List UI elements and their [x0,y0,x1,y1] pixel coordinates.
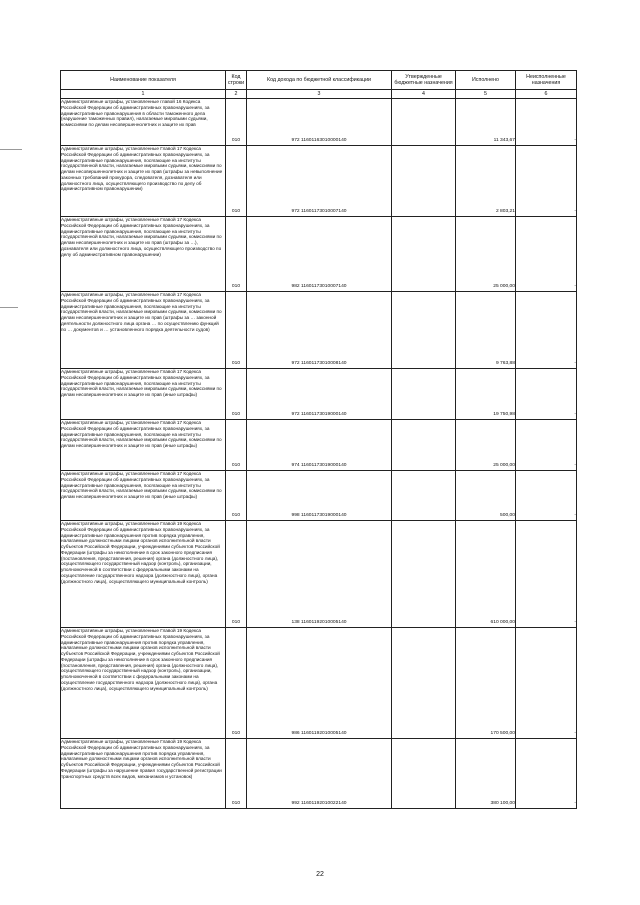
table-row [61,292,577,369]
table-row [61,521,577,628]
table-row [61,99,577,146]
executed-amount: 25 000,00 [456,420,516,471]
row-code: 010 [226,628,247,739]
approved-amount [392,99,456,146]
row-code: 010 [226,420,247,471]
approved-amount [392,217,456,292]
margin-mark [0,307,18,308]
row-code: 010 [226,369,247,420]
approved-amount [392,628,456,739]
table-row [61,420,577,471]
row-code: 010 [226,521,247,628]
unexecuted-amount: - [516,146,577,217]
unexecuted-amount: - [516,739,577,809]
approved-amount [392,471,456,521]
indicator-name: Административные штрафы, установленные Главой 19 Кодекса Российской Федерации об административных правонарушениях, за административные правонарушения против порядка управления, налагаемые должностными лицами органов исполнительной власти субъектов Российской Федерации, учреждениями субъектов Российской Федерации (штрафы за неисполнение в срок законного предписания (постановления, представления, решения) органа (должностного лица), осуществляющего государственный надзор (контроль), организации, уполномоченной в соответствии с федеральными законами на осуществление государственного надзора (должностного лица), органа (должностного лица), осуществляющего муниципальный контроль) [61,521,226,628]
table-row [61,471,577,521]
row-code: 010 [226,739,247,809]
column-number: 3 [247,90,392,99]
budget-code: 138 11601192010005140 [247,521,392,628]
table-row [61,739,577,809]
executed-amount: 610 000,00 [456,521,516,628]
approved-amount [392,739,456,809]
row-code: 010 [226,99,247,146]
page-number: 22 [316,871,324,878]
budget-code: 974 11601173019000140 [247,420,392,471]
row-code: 010 [226,292,247,369]
header-rest: Неисполненные назначения [516,71,577,90]
unexecuted-amount: - [516,628,577,739]
approved-amount [392,369,456,420]
executed-amount: 2 803,21 [456,146,516,217]
budget-code: 992 11601192010022140 [247,739,392,809]
executed-amount: 500,00 [456,471,516,521]
column-number: 4 [392,90,456,99]
unexecuted-amount: - [516,217,577,292]
indicator-name: Административные штрафы, установленные главой 16 Кодекса Российской Федерации об административных правонарушениях, за административные правонарушения в области таможенного дела (нарушение таможенных правил), налагаемые мировыми судьями, комиссиями по делам несовершеннолетних и защите их прав [61,99,226,146]
executed-amount: 25 000,00 [456,217,516,292]
executed-amount: 380 100,00 [456,739,516,809]
column-number: 1 [61,90,226,99]
executed-amount: 11 343,67 [456,99,516,146]
budget-code: 998 11601173019000140 [247,471,392,521]
header-kbk: Код дохода по бюджетной классификации [247,71,392,90]
budget-code: 972 11601173010008140 [247,292,392,369]
column-number: 2 [226,90,247,99]
indicator-name: Административные штрафы, установленные Главой 19 Кодекса Российской Федерации об административных правонарушениях, за административные правонарушения против порядка управления, налагаемые должностными лицами органов исполнительной власти субъектов Российской Федерации, учреждениями субъектов Российской Федерации (штрафы за неисполнение в срок законного предписания (постановления, представления, решения) органа (должностного лица), осуществляющего государственный надзор (контроль), организации, уполномоченной в соответствии с федеральными законами на осуществление государственного надзора (должностного лица), органа (должностного лица), осуществляющего муниципальный контроль) [61,628,226,739]
header-name: Наименование показателя [61,71,226,90]
approved-amount [392,146,456,217]
column-number: 6 [516,90,577,99]
margin-mark [0,149,22,150]
indicator-name: Административные штрафы, установленные Главой 17 Кодекса Российской Федерации об административных правонарушениях, за административные правонарушения, посягающие на институты государственной власти, налагаемые мировыми судьями, комиссиями по делам несовершеннолетних и защите их прав (штрафы за …), дознавателя или должностного лица, осуществляющего производство по делу об административном правонарушении) [61,217,226,292]
indicator-name: Административные штрафы, установленные Главой 17 Кодекса Российской Федерации об административных правонарушениях, за административные правонарушения, посягающие на институты государственной власти, налагаемые мировыми судьями, комиссиями по делам несовершеннолетних и защите их прав (штрафы за … законной деятельности должностного лица органа … по осуществлению функций по … документов и … установленного порядка деятельности судов) [61,292,226,369]
table-row [61,146,577,217]
header-code: Код строки [226,71,247,90]
budget-code: 986 11601192010005140 [247,628,392,739]
unexecuted-amount: - [516,521,577,628]
budget-revenue-table [60,70,577,809]
executed-amount: 19 750,98 [456,369,516,420]
executed-amount: 9 763,88 [456,292,516,369]
approved-amount [392,420,456,471]
table-row [61,217,577,292]
unexecuted-amount: - [516,99,577,146]
column-number: 5 [456,90,516,99]
table-header-row [61,71,577,90]
row-code: 010 [226,146,247,217]
budget-code: 972 11601163010000140 [247,99,392,146]
budget-code: 972 11601173010007140 [247,146,392,217]
table-row [61,369,577,420]
approved-amount [392,521,456,628]
executed-amount: 170 500,00 [456,628,516,739]
indicator-name: Административные штрафы, установленные Главой 17 Кодекса Российской Федерации об административных правонарушениях, за административные правонарушения, посягающие на институты государственной власти, налагаемые мировыми судьями, комиссиями по делам несовершеннолетних и защите их прав (иные штрафы) [61,471,226,521]
table-row [61,628,577,739]
indicator-name: Административные штрафы, установленные Главой 17 Кодекса Российской Федерации об административных правонарушениях, за административные правонарушения, посягающие на институты государственной власти, налагаемые мировыми судьями, комиссиями по делам несовершеннолетних и защите их прав (иные штрафы) [61,369,226,420]
budget-code: 972 11601173019000140 [247,369,392,420]
row-code: 010 [226,217,247,292]
unexecuted-amount: - [516,471,577,521]
unexecuted-amount: - [516,369,577,420]
header-approved: Утвержденные бюджетные назначения [392,71,456,90]
header-exec: Исполнено [456,71,516,90]
approved-amount [392,292,456,369]
indicator-name: Административные штрафы, установленные Главой 19 Кодекса Российской Федерации об административных правонарушениях, за административные правонарушения против порядка управления, налагаемые должностными лицами органов исполнительной власти субъектов Российской Федерации, учреждениями субъектов Российской Федерации (штрафы за нарушение правил государственной регистрации транспортных средств всех видов, механизмов и установок) [61,739,226,809]
column-number-row [61,90,577,99]
unexecuted-amount: - [516,292,577,369]
indicator-name: Административные штрафы, установленные Главой 17 Кодекса Российской Федерации об административных правонарушениях, за административные правонарушения, посягающие на институты государственной власти, налагаемые мировыми судьями, комиссиями по делам несовершеннолетних и защите их прав (иные штрафы) [61,420,226,471]
indicator-name: Административные штрафы, установленные Главой 17 Кодекса Российской Федерации об административных правонарушениях, за административные правонарушения, посягающие на институты государственной власти, налагаемые мировыми судьями, комиссиями по делам несовершеннолетних и защите их прав (штрафы за невыполнение законных требований прокурора, следователя, дознавателя или должностного лица, осуществляющего производство по делу об административном правонарушении) [61,146,226,217]
unexecuted-amount: - [516,420,577,471]
row-code: 010 [226,471,247,521]
budget-code: 982 11601173010007140 [247,217,392,292]
